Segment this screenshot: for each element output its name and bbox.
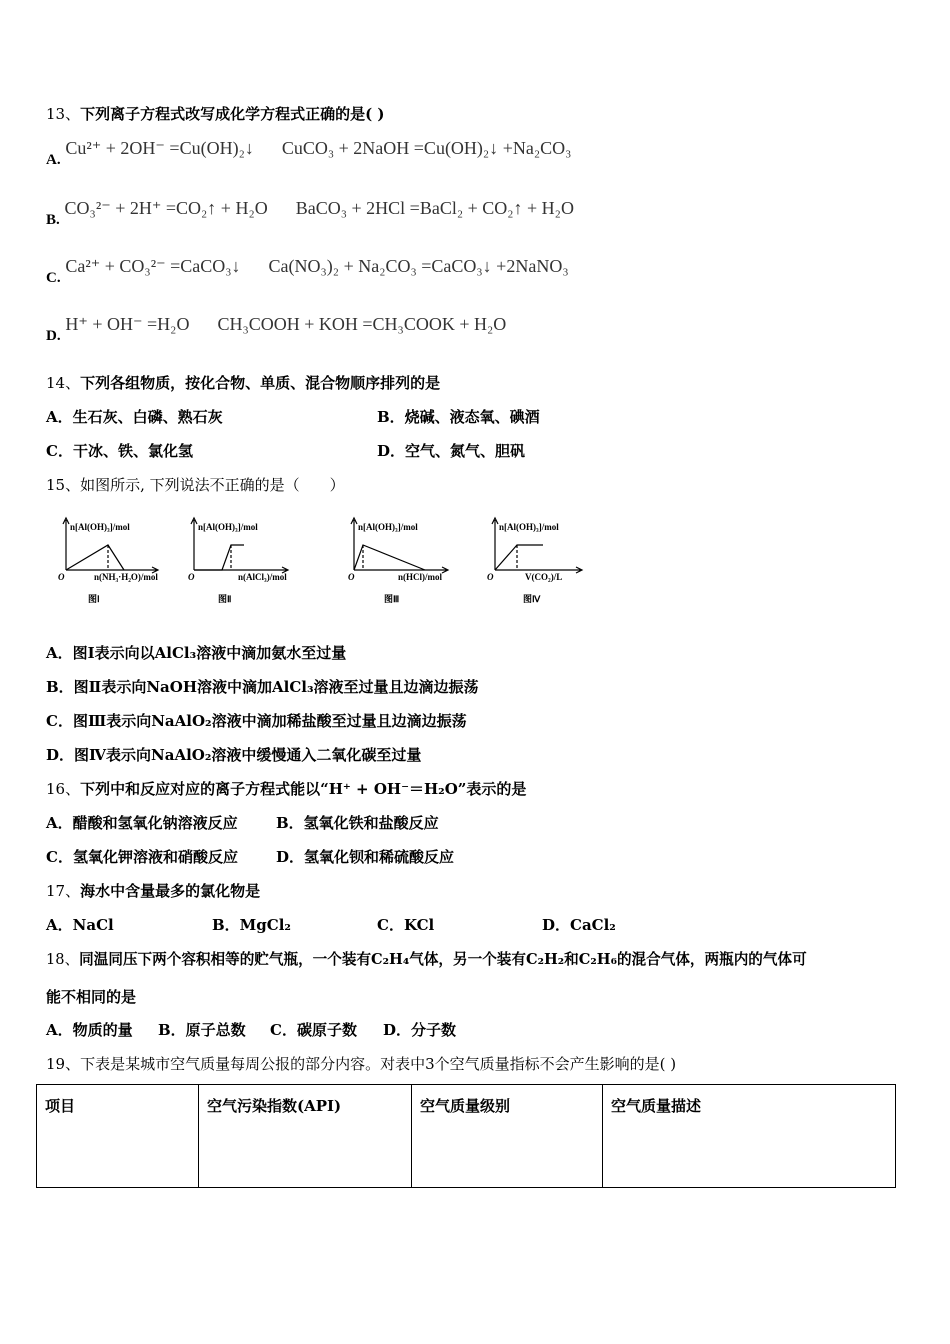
- q15-option-b: B．图Ⅱ表示向NaOH溶液中滴加AlCl₃溶液至过量且边滴边振荡: [46, 678, 479, 696]
- ionic-equation: Cu²⁺ + 2OH⁻ =Cu(OH)₂↓: [65, 138, 254, 158]
- q18-stem: [46, 948, 807, 969]
- origin-label: O: [188, 572, 195, 582]
- q16-option-b: B．氢氧化铁和盐酸反应: [276, 814, 439, 832]
- q15-option-d: D．图Ⅳ表示向NaAlO₂溶液中缓慢通入二氧化碳至过量: [46, 746, 422, 764]
- q18-option-d: D．分子数: [383, 1021, 457, 1039]
- q14-option-d: D．空气、氮气、胆矾: [377, 442, 526, 460]
- chemical-equation: Ca(NO₃)₂ + Na₂CO₃ =CaCO₃↓ +2NaNO₃: [268, 256, 569, 276]
- y-axis-label: n[Al(OH)₃]/mol: [70, 522, 130, 532]
- option-label: D.: [46, 328, 61, 344]
- graph-caption: 图Ⅳ: [523, 594, 541, 604]
- q18-number: 18、: [46, 951, 80, 968]
- graph-3: [348, 515, 488, 610]
- q17-option-a: A．NaCl: [46, 916, 114, 934]
- q16-option-d: D．氢氧化钡和稀硫酸反应: [276, 848, 455, 866]
- q19-text: 下表是某城市空气质量每周公报的部分内容。对表中3个空气质量指标不会产生影响的是( ): [80, 1055, 677, 1073]
- q17-stem: [46, 880, 260, 901]
- x-axis-label: n(AlCl₃)/mol: [238, 572, 287, 582]
- x-axis-label: n(NH₃·H₂O)/mol: [94, 572, 158, 582]
- x-axis-label: V(CO₂)/L: [525, 572, 563, 582]
- graph-caption: 图Ⅰ: [88, 594, 100, 604]
- graph-caption: 图Ⅱ: [218, 594, 232, 604]
- q13-stem: [46, 103, 385, 124]
- q18-text: 同温同压下两个容积相等的贮气瓶，一个装有C₂H₄气体，另一个装有C₂H₂和C₂H₆的混合气体，两瓶内的气体可: [79, 951, 807, 968]
- ionic-equation: H⁺ + OH⁻ =H₂O: [65, 314, 190, 334]
- q15-stem: [46, 474, 345, 495]
- q17-text: 海水中含量最多的氯化物是: [80, 882, 261, 900]
- graph-4: [487, 515, 627, 610]
- origin-label: O: [487, 572, 494, 582]
- ionic-equation: CO₃²⁻ + 2H⁺ =CO₂↑ + H₂O: [64, 198, 268, 218]
- q14-option-b: B．烧碱、液态氧、碘酒: [377, 408, 540, 426]
- q14-number: 14、: [46, 374, 81, 392]
- origin-label: O: [348, 572, 355, 582]
- air-quality-table: [36, 1084, 896, 1188]
- q18-text-continued: 能不相同的是: [46, 988, 137, 1006]
- chemical-equation: CuCO₃ + 2NaOH =Cu(OH)₂↓ +Na₂CO₃: [281, 138, 572, 158]
- table-header-cell: 空气质量级别: [412, 1085, 603, 1188]
- q15-option-a: A．图Ⅰ表示向以AlCl₃溶液中滴加氨水至过量: [46, 644, 347, 662]
- table-header-cell: 项目: [37, 1085, 199, 1188]
- x-axis-label: n(HCl)/mol: [398, 572, 442, 582]
- graph-caption: 图Ⅲ: [384, 594, 400, 604]
- q15-option-c: C．图Ⅲ表示向NaAlO₂溶液中滴加稀盐酸至过量且边滴边振荡: [46, 712, 467, 730]
- ionic-equation: Ca²⁺ + CO₃²⁻ =CaCO₃↓: [65, 256, 241, 276]
- q19-stem: [46, 1053, 676, 1074]
- q17-option-b: B．MgCl₂: [212, 916, 291, 934]
- q13-option-a: [46, 138, 572, 168]
- chemical-equation: BaCO₃ + 2HCl =BaCl₂ + CO₂↑ + H₂O: [295, 198, 574, 218]
- graph-1: [58, 515, 198, 610]
- q14-option-c: C．干冰、铁、氯化氢: [46, 442, 193, 460]
- q13-option-d: [46, 314, 507, 344]
- q13-number: 13、: [46, 105, 81, 123]
- q16-option-c: C．氢氧化钾溶液和硝酸反应: [46, 848, 238, 866]
- table-header-cell: 空气污染指数(API): [199, 1085, 412, 1188]
- chemical-equation: CH₃COOH + KOH =CH₃COOK + H₂O: [217, 314, 507, 334]
- table-header-row: [37, 1085, 896, 1188]
- q13-option-b: [46, 198, 574, 228]
- option-label: A.: [46, 152, 61, 168]
- q16-text: 下列中和反应对应的离子方程式能以“H⁺ + OH⁻＝H₂O”表示的是: [80, 780, 527, 798]
- option-label: C.: [46, 270, 61, 286]
- y-axis-label: n[Al(OH)₃]/mol: [198, 522, 258, 532]
- q16-stem: [46, 778, 526, 799]
- q17-number: 17、: [46, 882, 81, 900]
- y-axis-label: n[Al(OH)₃]/mol: [358, 522, 418, 532]
- q18-option-a: A．物质的量: [46, 1021, 133, 1039]
- q18-option-b: B．原子总数: [158, 1021, 246, 1039]
- origin-label: O: [58, 572, 65, 582]
- q14-stem: [46, 372, 440, 393]
- q14-text: 下列各组物质，按化合物、单质、混合物顺序排列的是: [80, 374, 441, 392]
- q15-number: 15、: [46, 476, 81, 494]
- q15-text: 如图所示, 下列说法不正确的是（ ）: [80, 476, 345, 494]
- q13-text: 下列离子方程式改写成化学方程式正确的是( ): [80, 105, 385, 123]
- q19-number: 19、: [46, 1055, 81, 1073]
- q13-option-c: [46, 256, 569, 286]
- q16-number: 16、: [46, 780, 81, 798]
- y-axis-label: n[Al(OH)₃]/mol: [499, 522, 559, 532]
- q17-option-c: C．KCl: [377, 916, 435, 934]
- q14-option-a: A．生石灰、白磷、熟石灰: [46, 408, 223, 426]
- q17-option-d: D．CaCl₂: [542, 916, 616, 934]
- q18-option-c: C．碳原子数: [270, 1021, 357, 1039]
- graph-2: [188, 515, 328, 610]
- table-header-cell: 空气质量描述: [603, 1085, 896, 1188]
- q16-option-a: A．醋酸和氢氧化钠溶液反应: [46, 814, 238, 832]
- option-label: B.: [46, 212, 60, 228]
